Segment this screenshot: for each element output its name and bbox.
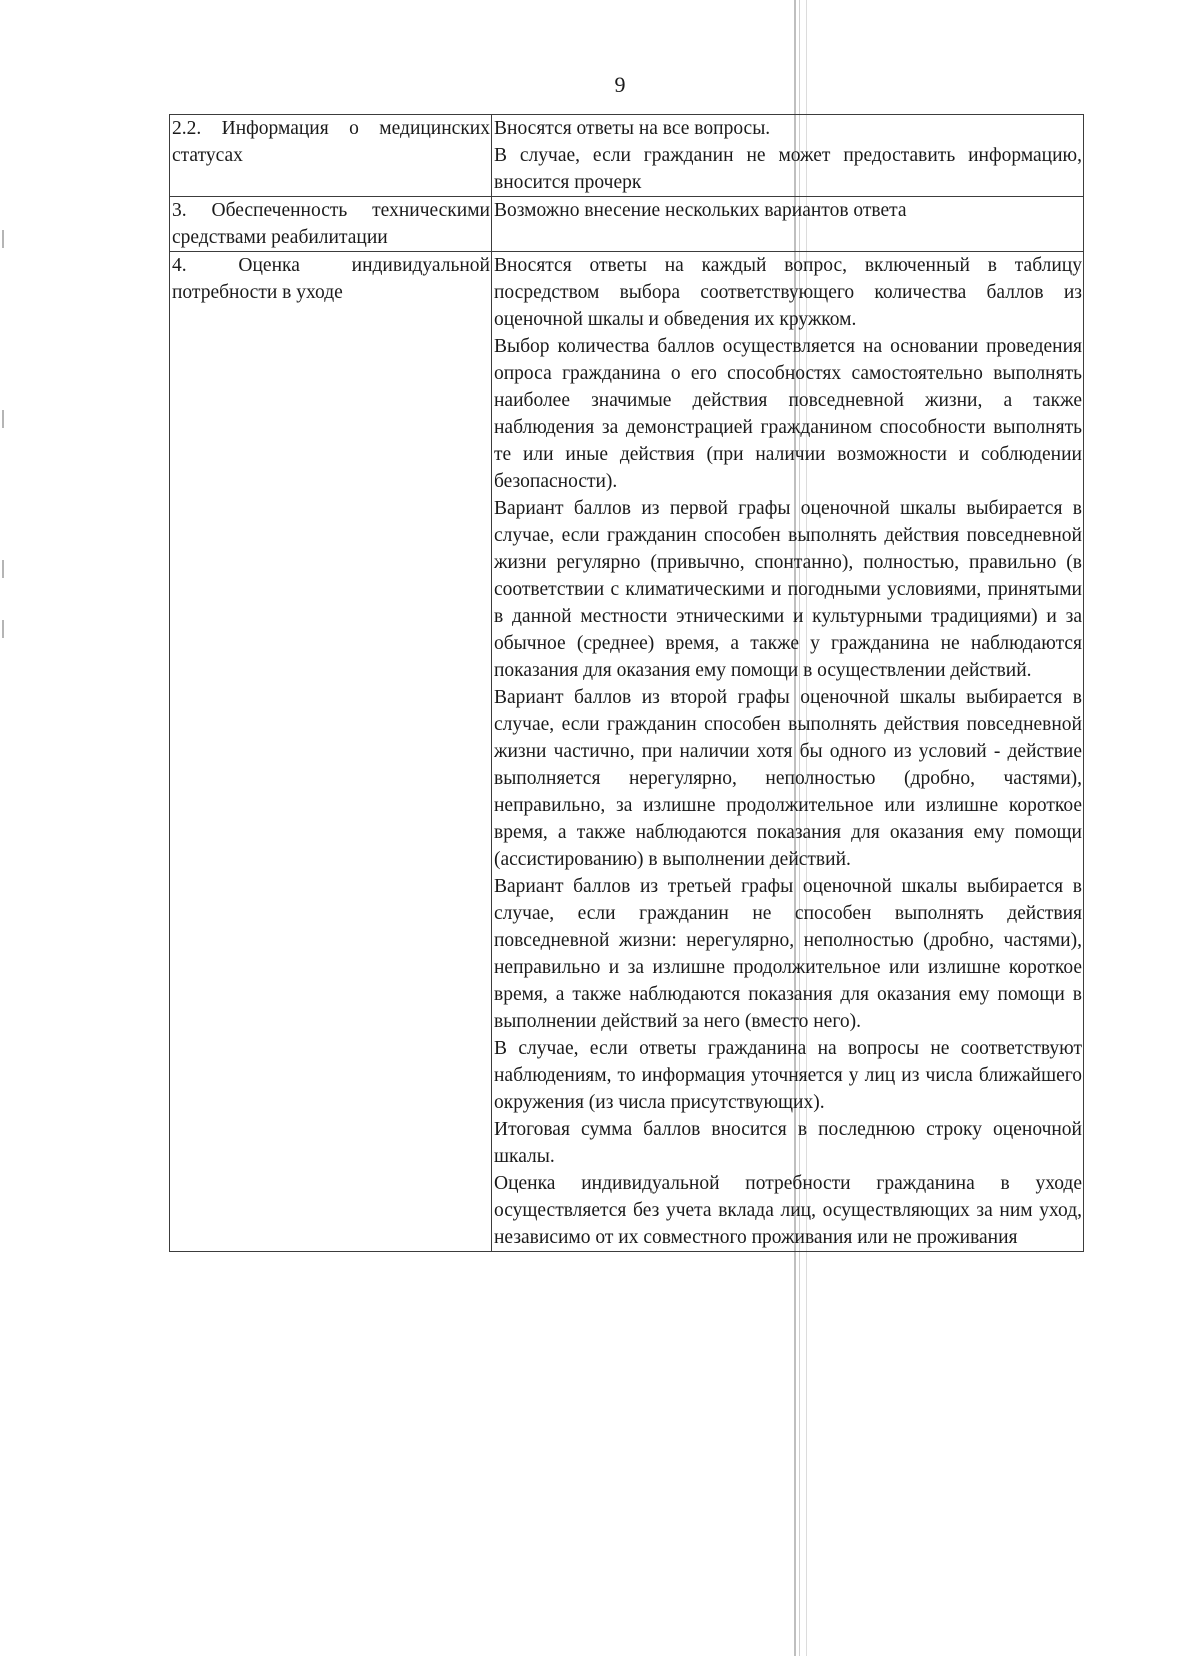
instruction-paragraph: Вариант баллов из второй графы оценочной шкалы выбирается в случае, если гражданин способен выполнять действия повседневной жизни частично, при наличии хотя бы одного из условий - действие выполняется нерегулярно, неполностью (дробно, частями), неправильно, за излишне продолжительное или излишне короткое время, а также наблюдаются показания для оказания ему помощи (ассистированию) в выполнении действий. xyxy=(494,687,1082,870)
instruction-paragraph: Вносятся ответы на все вопросы. xyxy=(494,118,771,139)
instruction-paragraph: Вносятся ответы на каждый вопрос, включенный в таблицу посредством выбора соответствующего количества баллов из оценочной шкалы и обведения их кружком. xyxy=(494,255,1082,330)
scan-artifact-mark xyxy=(2,560,4,578)
instruction-paragraph: Итоговая сумма баллов вносится в последнюю строку оценочной шкалы. xyxy=(494,1119,1082,1167)
table-cell-instructions xyxy=(492,252,1084,1252)
table-row xyxy=(170,252,1084,1252)
table-cell-instructions xyxy=(492,115,1084,197)
instruction-paragraph: Вариант баллов из третьей графы оценочной шкалы выбирается в случае, если гражданин не способен выполнять действия повседневной жизни: нерегулярно, неполностью (дробно, частями), неправильно и за излишне продолжительное или излишне короткое время, а также наблюдаются показания для оказания ему помощи в выполнении действий за него (вместо него). xyxy=(494,876,1082,1032)
table-cell-section xyxy=(170,115,492,197)
table-cell-section xyxy=(170,252,492,1252)
page-number: 9 xyxy=(614,72,626,97)
section-title: 2.2. Информация о медицинских статусах xyxy=(172,118,490,166)
section-title: 4. Оценка индивидуальной потребности в уходе xyxy=(172,255,490,303)
scan-artifact-mark xyxy=(2,410,4,428)
table-cell-section xyxy=(170,197,492,252)
instruction-paragraph: Возможно внесение нескольких вариантов ответа xyxy=(494,200,907,221)
instruction-paragraph: В случае, если ответы гражданина на вопросы не соответствуют наблюдениям, то информация уточняется у лиц из числа ближайшего окружения (из числа присутствующих). xyxy=(494,1038,1082,1113)
instruction-paragraph: Оценка индивидуальной потребности гражданина в уходе осуществляется без учета вклада лиц, осуществляющих за ним уход, независимо от их совместного проживания или не проживания xyxy=(494,1173,1082,1248)
scan-artifact-mark xyxy=(2,230,4,248)
instruction-paragraph: Выбор количества баллов осуществляется на основании проведения опроса гражданина о его способностях самостоятельно выполнять наиболее значимые действия повседневной жизни, а также наблюдения за демонстрацией гражданином способности выполнять те или иные действия (при наличии возможности и соблюдении безопасности). xyxy=(494,336,1082,492)
instruction-paragraph: Вариант баллов из первой графы оценочной шкалы выбирается в случае, если гражданин способен выполнять действия повседневной жизни регулярно (привычно, спонтанно), полностью, правильно (в соответствии с климатическими и погодными условиями, принятыми в данной местности этническими и культурными традициями) и за обычное (среднее) время, а также у гражданина не наблюдаются показания для оказания ему помощи в осуществлении действий. xyxy=(494,498,1082,681)
table-row xyxy=(170,197,1084,252)
scan-artifact-mark xyxy=(2,620,4,638)
section-title: 3. Обеспеченность техническими средствами реабилитации xyxy=(172,200,490,248)
instruction-paragraph: В случае, если гражданин не может предоставить информацию, вносится прочерк xyxy=(494,145,1082,193)
table-row xyxy=(170,115,1084,197)
instruction-table xyxy=(169,114,1084,1252)
table-cell-instructions xyxy=(492,197,1084,252)
